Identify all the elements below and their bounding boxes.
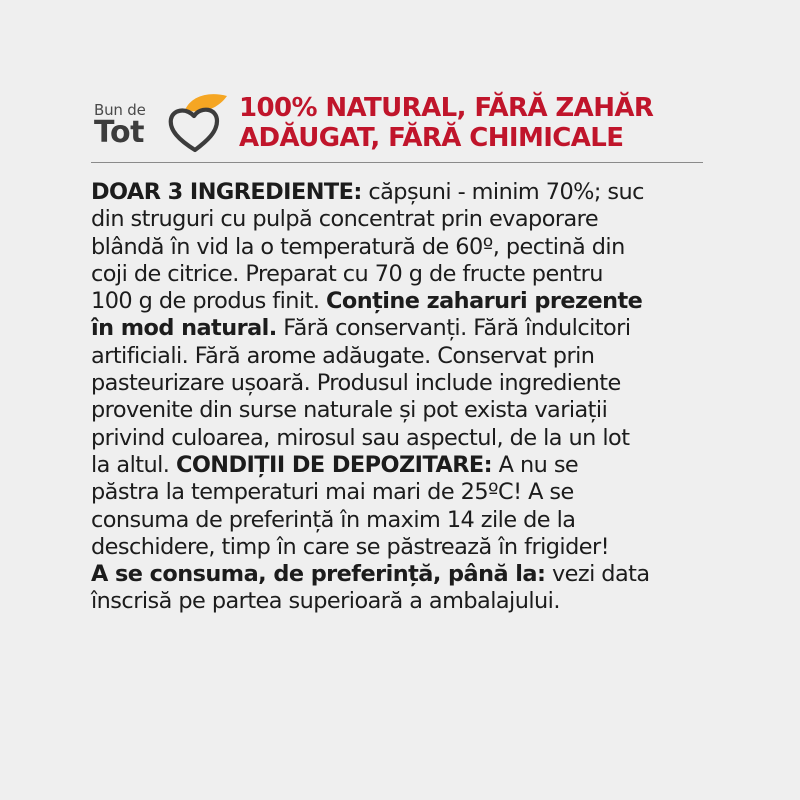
ingredients-text	[91, 179, 703, 616]
text-line: coji de citrice. Preparat cu 70 g de fructe pentru	[91, 260, 603, 287]
text-line	[91, 288, 703, 315]
tagline-line-1: 100% NATURAL, FĂRĂ ZAHĂR	[239, 93, 654, 123]
divider	[91, 162, 703, 163]
text-segment: căpșuni - minim 70%; suc	[361, 179, 644, 205]
text-line: provenite din surse naturale și pot exista variații	[91, 397, 608, 424]
text-segment: Fără conservanți. Fără îndulcitori	[276, 315, 631, 342]
text-line	[91, 452, 703, 479]
text-line: blândă în vid la o temperatură de 60º, pectină din	[91, 233, 625, 260]
logo-big-text: Tot	[94, 115, 144, 150]
natural-sugars-note-end: în mod natural.	[91, 315, 277, 342]
natural-sugars-note: Conține zaharuri prezente	[325, 288, 643, 315]
text-line: privind culoarea, mirosul sau aspectul, de la un lot	[91, 424, 630, 451]
label-header	[91, 88, 703, 162]
text-line	[91, 179, 703, 206]
text-segment: A nu se	[492, 451, 579, 478]
text-line	[91, 561, 703, 588]
text-line: deschidere, timp în care se păstrează în frigider!	[91, 533, 610, 560]
ingredients-heading: DOAR 3 INGREDIENTE:	[91, 179, 362, 205]
best-before-heading: A se consuma, de preferință, până la:	[91, 561, 546, 588]
brand-logo	[91, 92, 233, 156]
heart-leaf-icon	[165, 92, 233, 156]
tagline-line-2: ADĂUGAT, FĂRĂ CHIMICALE	[239, 123, 624, 153]
text-line: artificiali. Fără arome adăugate. Conservat prin	[91, 342, 595, 369]
logo-small-text: Bun de	[94, 101, 146, 119]
text-line: păstra la temperaturi mai mari de 25ºC! A se	[91, 479, 574, 506]
text-line: consuma de preferință în maxim 14 zile de la	[91, 506, 576, 533]
text-line	[91, 315, 703, 342]
text-segment: vezi data	[545, 561, 650, 588]
heart-shape	[171, 110, 217, 150]
text-segment: la altul.	[91, 451, 176, 478]
text-line: pasteurizare ușoară. Produsul include ingrediente	[91, 370, 621, 397]
storage-heading: CONDIȚII DE DEPOZITARE:	[175, 451, 493, 478]
product-label	[91, 88, 703, 616]
text-line: din struguri cu pulpă concentrat prin evaporare	[91, 206, 599, 233]
tagline	[239, 93, 709, 153]
text-line: înscrisă pe partea superioară a ambalajului.	[91, 588, 560, 615]
text-segment: 100 g de produs finit.	[91, 288, 326, 315]
